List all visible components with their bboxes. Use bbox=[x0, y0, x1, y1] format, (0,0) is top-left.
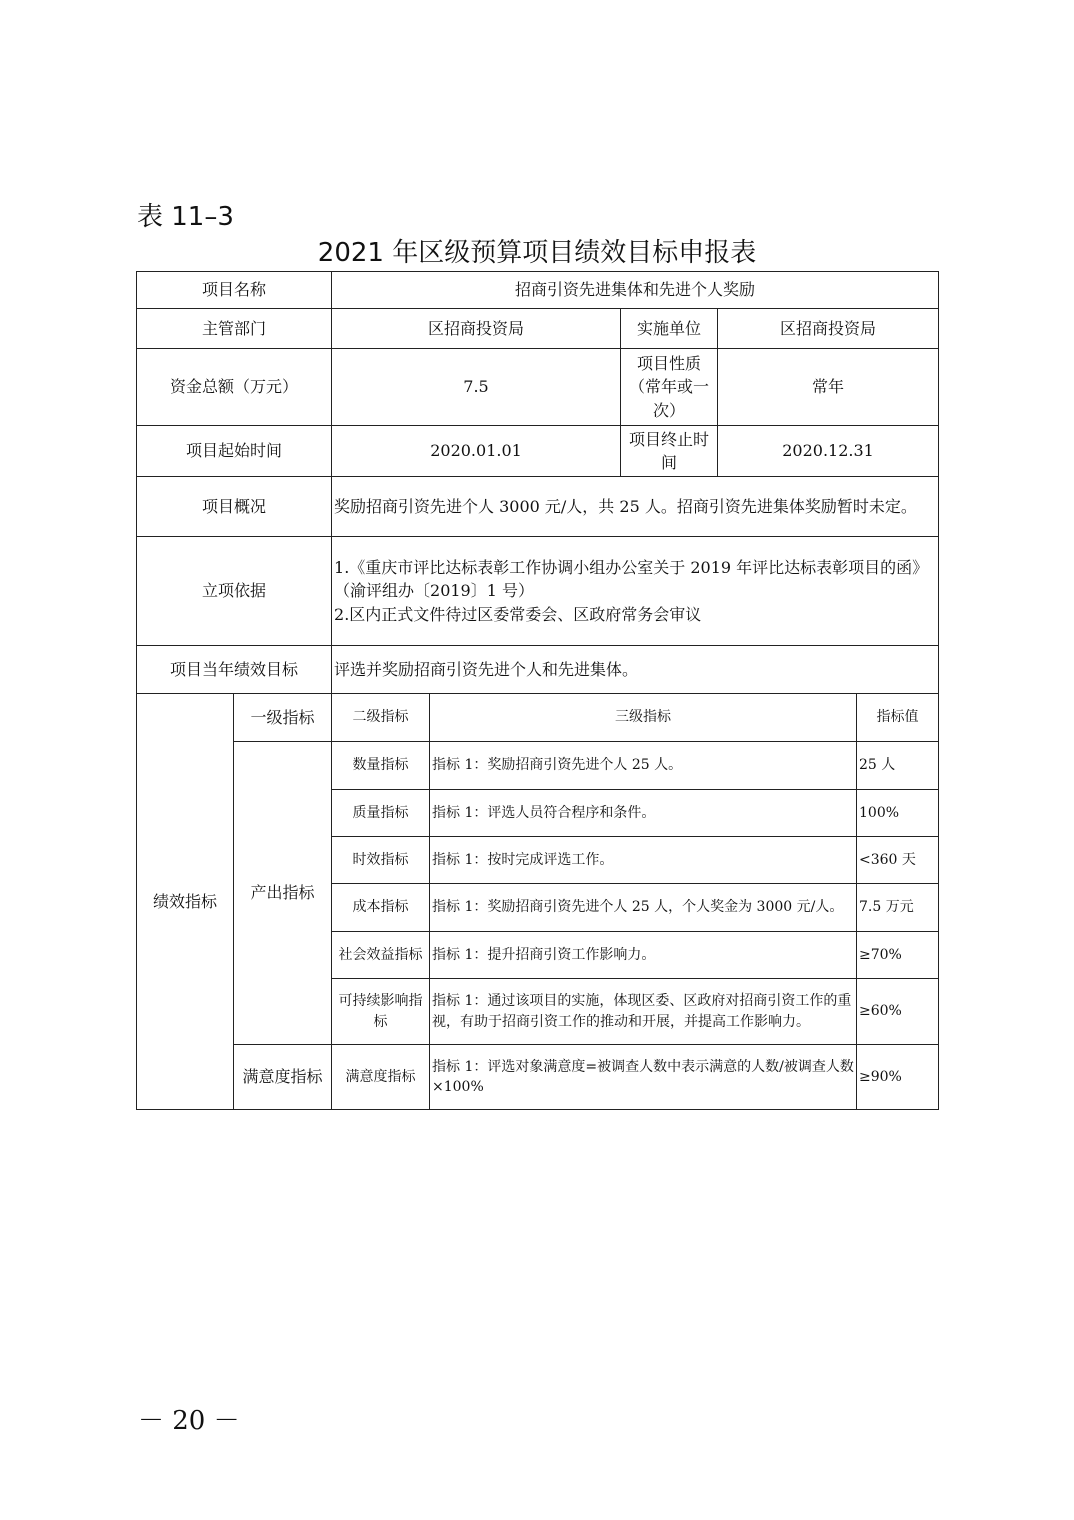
table-row bbox=[137, 537, 939, 646]
cell-label: 项目起始时间 bbox=[137, 426, 332, 477]
page-number: － 20 － bbox=[138, 1406, 240, 1436]
cell-label: 绩效指标 bbox=[137, 694, 234, 1110]
cell-l3: 指标 1：评选对象满意度=被调查人数中表示满意的人数/被调查人数×100% bbox=[430, 1045, 857, 1110]
cell-label: 项目当年绩效目标 bbox=[137, 646, 332, 694]
cell-value: 常年 bbox=[718, 349, 939, 426]
performance-table bbox=[136, 271, 939, 1110]
cell-value bbox=[332, 537, 939, 646]
cell-l3: 指标 1：奖励招商引资先进个人 25 人，个人奖金为 3000 元/人。 bbox=[430, 884, 857, 932]
table-row bbox=[137, 349, 939, 426]
cell-value: 7.5 万元 bbox=[857, 884, 939, 932]
cell-label: 项目性质（常年或一次） bbox=[621, 349, 718, 426]
cell-value: 评选并奖励招商引资先进个人和先进集体。 bbox=[332, 646, 939, 694]
header-cell: 一级指标 bbox=[234, 694, 332, 742]
cell-l2: 满意度指标 bbox=[332, 1045, 430, 1110]
cell-label: 实施单位 bbox=[621, 309, 718, 349]
cell-l3: 指标 1：评选人员符合程序和条件。 bbox=[430, 790, 857, 837]
table-row bbox=[137, 742, 939, 790]
cell-value: <360 天 bbox=[857, 837, 939, 884]
cell-value: 区招商投资局 bbox=[332, 309, 621, 349]
header-cell: 指标值 bbox=[857, 694, 939, 742]
cell-label: 项目名称 bbox=[137, 272, 332, 309]
cell-l2: 质量指标 bbox=[332, 790, 430, 837]
cell-l2: 数量指标 bbox=[332, 742, 430, 790]
basis-item: 1.《重庆市评比达标表彰工作协调小组办公室关于 2019 年评比达标表彰项目的函》（渝评组办〔2019〕1 号） bbox=[334, 558, 929, 601]
cell-label: 立项依据 bbox=[137, 537, 332, 646]
header-cell: 三级指标 bbox=[430, 694, 857, 742]
cell-l3: 指标 1：奖励招商引资先进个人 25 人。 bbox=[430, 742, 857, 790]
cell-l2: 可持续影响指标 bbox=[332, 979, 430, 1045]
table-title: 2021 年区级预算项目绩效目标申报表 bbox=[317, 238, 757, 268]
table-row bbox=[137, 272, 939, 309]
table-row bbox=[137, 646, 939, 694]
header-cell: 二级指标 bbox=[332, 694, 430, 742]
table-row bbox=[137, 1045, 939, 1110]
basis-item: 2.区内正式文件待过区委常委会、区政府常务会审议 bbox=[334, 604, 702, 624]
table-row bbox=[137, 426, 939, 477]
cell-value: 2020.12.31 bbox=[718, 426, 939, 477]
cell-label: 资金总额（万元） bbox=[137, 349, 332, 426]
cell-value: 招商引资先进集体和先进个人奖励 bbox=[332, 272, 939, 309]
table-row bbox=[137, 309, 939, 349]
table-row bbox=[137, 477, 939, 537]
table-number: 表 11–3 bbox=[137, 202, 234, 232]
cell-value: ≥90% bbox=[857, 1045, 939, 1110]
cell-label: 主管部门 bbox=[137, 309, 332, 349]
cell-value: 2020.01.01 bbox=[332, 426, 621, 477]
cell-value: 奖励招商引资先进个人 3000 元/人，共 25 人。招商引资先进集体奖励暂时未定。 bbox=[332, 477, 939, 537]
cell-value: ≥60% bbox=[857, 979, 939, 1045]
cell-l2: 社会效益指标 bbox=[332, 932, 430, 979]
cell-l2: 成本指标 bbox=[332, 884, 430, 932]
cell-value: ≥70% bbox=[857, 932, 939, 979]
cell-l3: 指标 1：提升招商引资工作影响力。 bbox=[430, 932, 857, 979]
cell-value: 区招商投资局 bbox=[718, 309, 939, 349]
cell-label: 项目概况 bbox=[137, 477, 332, 537]
cell-l3: 指标 1：按时完成评选工作。 bbox=[430, 837, 857, 884]
cell-label: 满意度指标 bbox=[234, 1045, 332, 1110]
cell-l3: 指标 1：通过该项目的实施，体现区委、区政府对招商引资工作的重视，有助于招商引资工作的推动和开展，并提高工作影响力。 bbox=[430, 979, 857, 1045]
cell-value: 7.5 bbox=[332, 349, 621, 426]
cell-label: 项目终止时间 bbox=[621, 426, 718, 477]
cell-value: 100% bbox=[857, 790, 939, 837]
cell-l2: 时效指标 bbox=[332, 837, 430, 884]
cell-label: 产出指标 bbox=[234, 742, 332, 1045]
table-row bbox=[137, 694, 939, 742]
cell-value: 25 人 bbox=[857, 742, 939, 790]
